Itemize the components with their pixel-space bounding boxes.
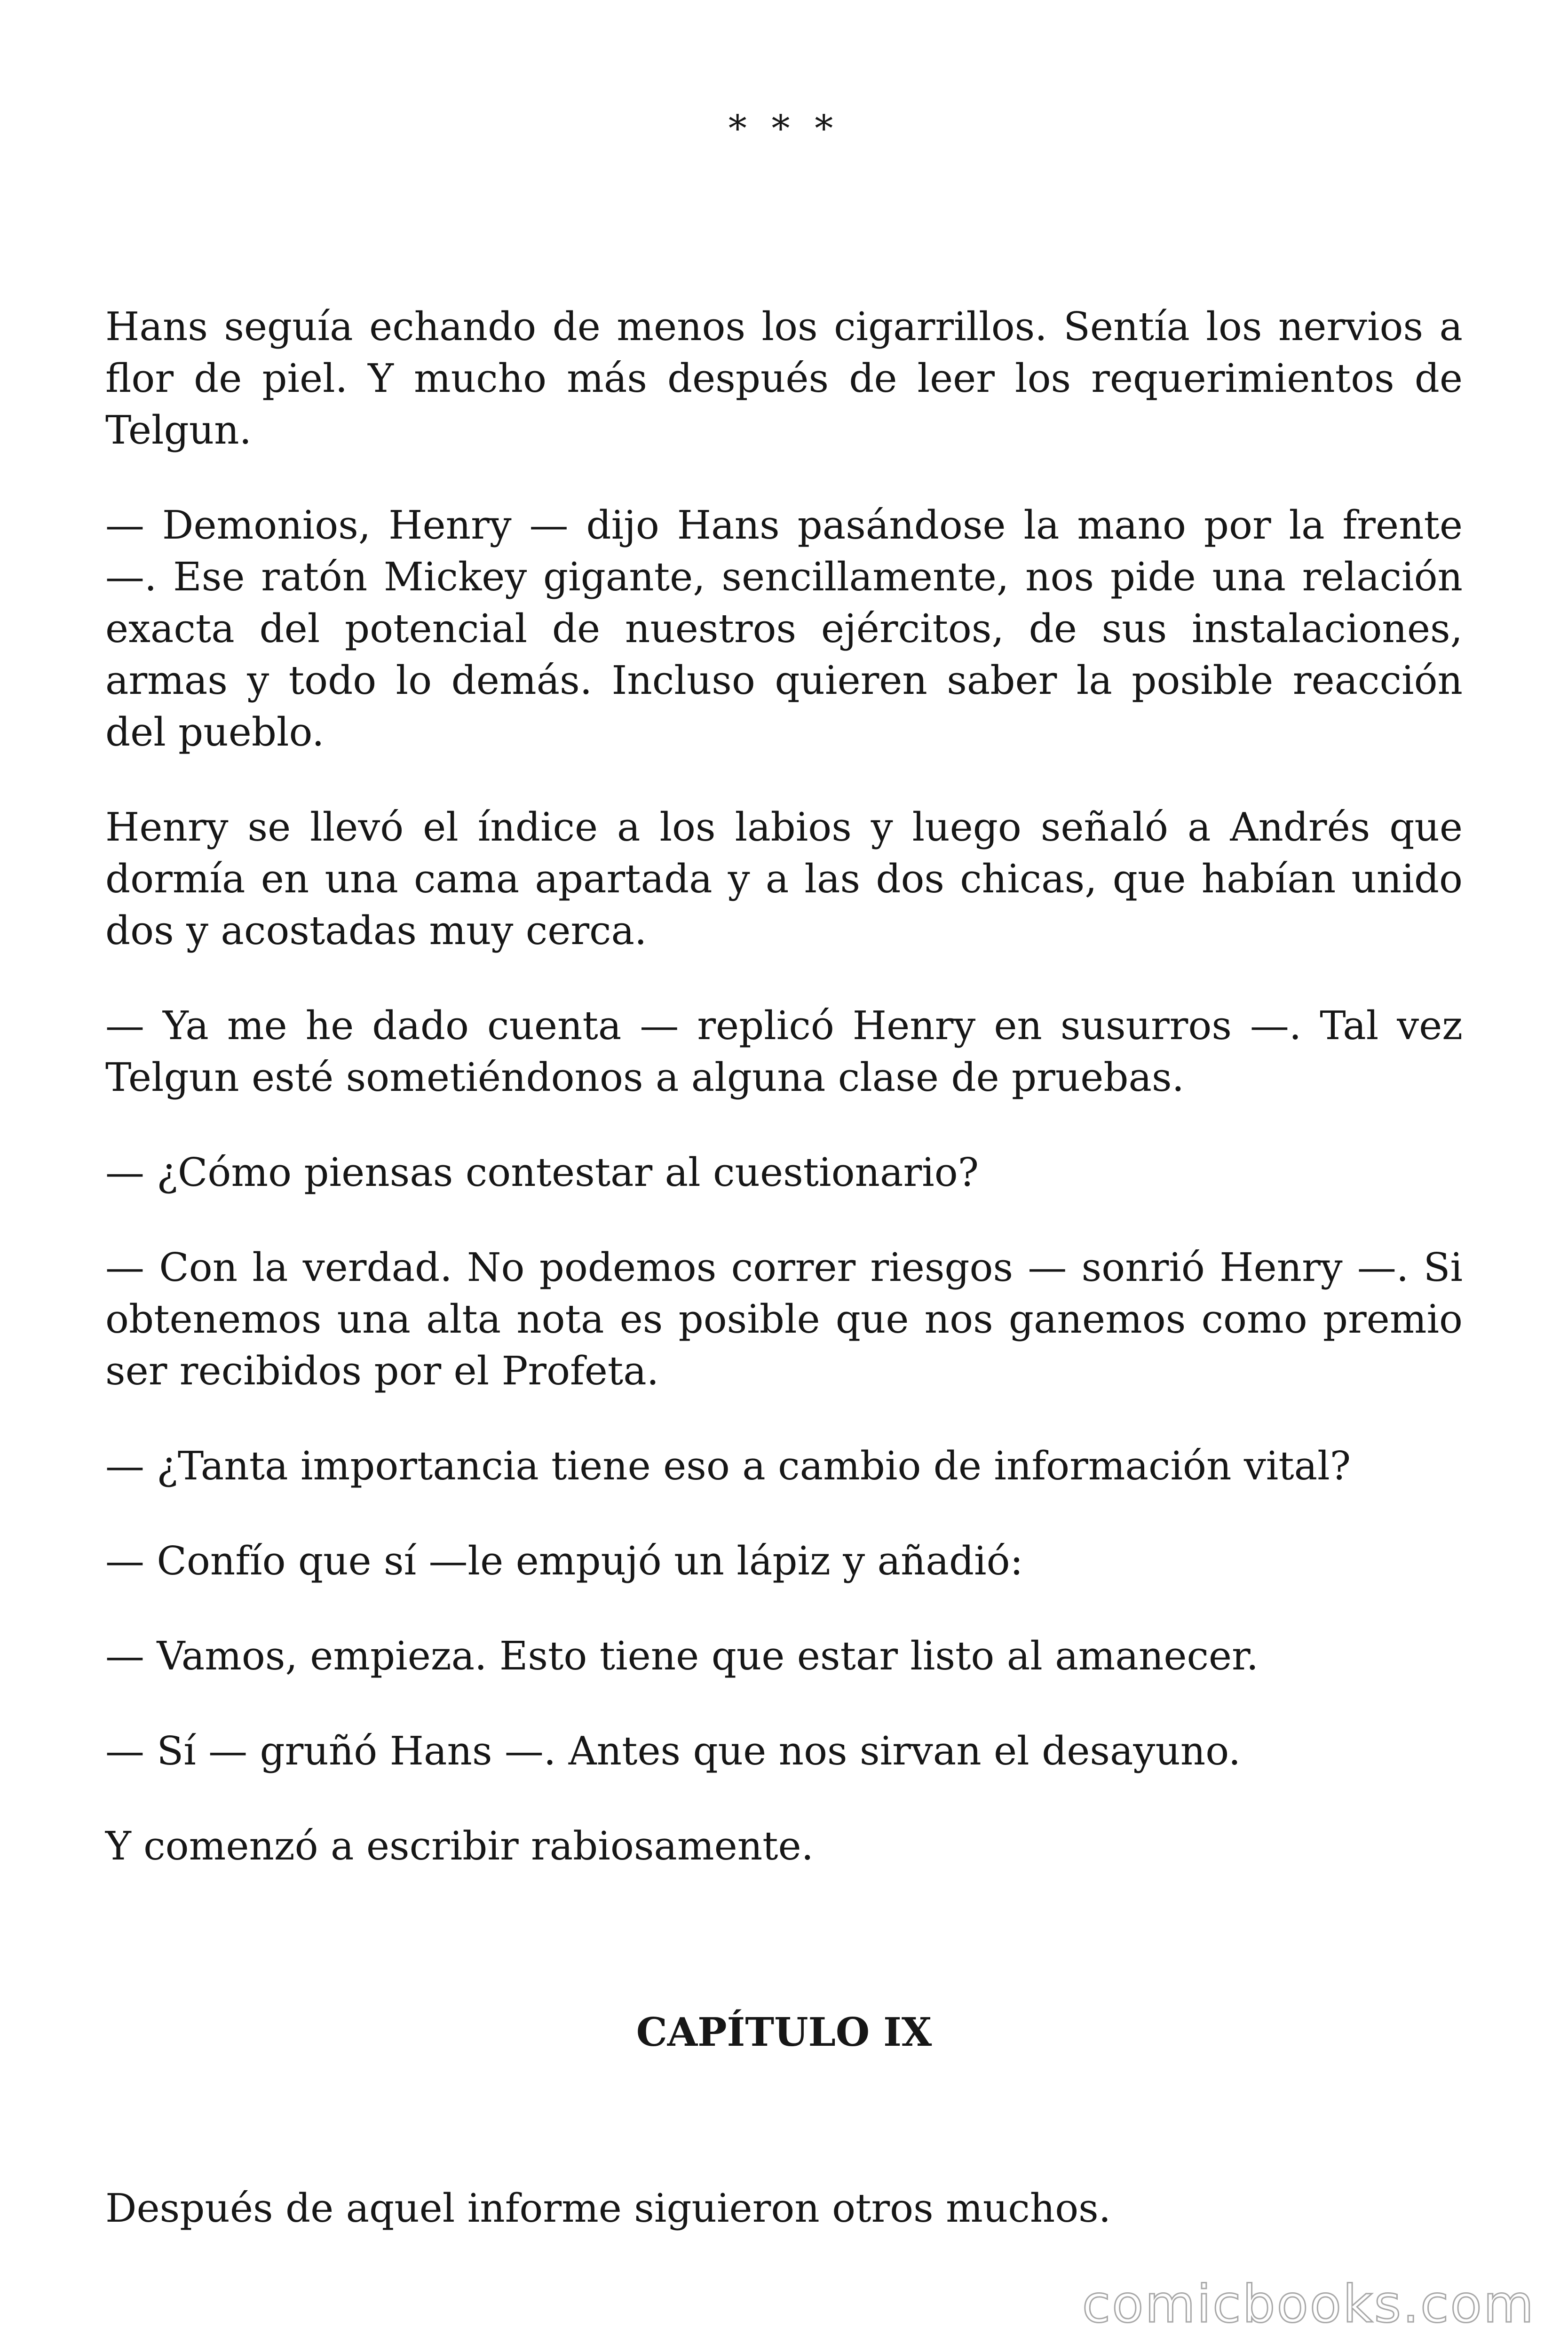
paragraph: Henry se llevó el índice a los labios y luego señaló a Andrés que dormía en una cama apartada y a las dos chicas, que habían unido dos y acostadas muy cerca. [105,804,1463,954]
body-text [105,301,1463,1915]
paragraph: — ¿Tanta importancia tiene eso a cambio de información vital? [105,1443,1351,1489]
paragraph: — Con la verdad. No podemos correr riesgos — sonrió Henry —. Si obtenemos una alta nota es posible que nos ganemos como premio ser recibidos por el Profeta. [105,1245,1463,1394]
paragraph: — Confío que sí —le empujó un lápiz y añadió: [105,1538,1023,1584]
paragraph: — Vamos, empieza. Esto tiene que estar listo al amanecer. [105,1633,1259,1679]
paragraph: — ¿Cómo piensas contestar al cuestionario? [105,1150,979,1195]
closing-paragraph: Después de aquel informe siguieron otros muchos. [105,2185,1111,2231]
paragraph: — Sí — gruñó Hans —. Antes que nos sirvan el desayuno. [105,1728,1241,1774]
paragraph: Y comenzó a escribir rabiosamente. [105,1823,814,1869]
section-separator: * * * [728,108,840,150]
paragraph: — Ya me he dado cuenta — replicó Henry en susurros —. Tal vez Telgun esté sometiéndonos a alguna clase de pruebas. [105,1003,1463,1100]
chapter-title: CAPÍTULO IX [636,2009,932,2055]
watermark: comicbooks.com [1082,2274,1535,2334]
paragraph: — Demonios, Henry — dijo Hans pasándose la mano por la frente —. Ese ratón Mickey gigante, sencillamente, nos pide una relación exacta del potencial de nuestros ejércitos, de sus instalaciones, armas y todo lo demás. Incluso quieren saber la posible reacción del pueblo. [105,502,1463,755]
paragraph: Hans seguía echando de menos los cigarrillos. Sentía los nervios a flor de piel. Y mucho más después de leer los requerimientos de Telgun. [105,304,1463,453]
